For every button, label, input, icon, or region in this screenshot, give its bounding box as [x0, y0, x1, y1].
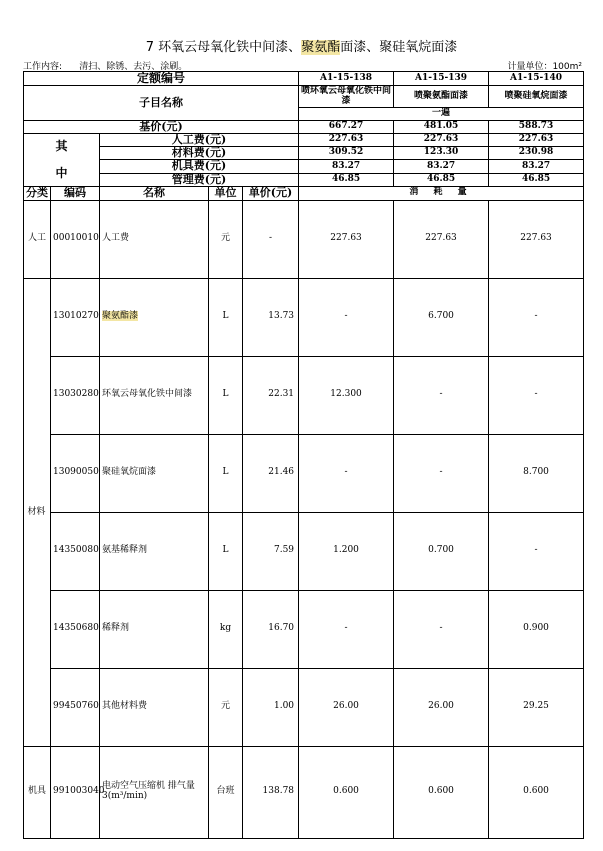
base-price: 481.05 — [394, 121, 489, 134]
col-header: 分类 — [24, 186, 51, 200]
labor-cost: 227.63 — [299, 134, 394, 147]
base-price: 588.73 — [489, 121, 584, 134]
work-content: 工作内容: 清扫、除锈、去污、涂刷。 — [23, 62, 188, 72]
col-header: 编码 — [51, 186, 100, 200]
quota-code: A1-15-138 — [299, 72, 394, 86]
highlighted-text: 聚氨酯漆 — [102, 311, 139, 322]
table-row: 机具 991003040 电动空气压缩机 排气量3(m³/min) 台班 138.78 0.600 0.600 0.600 — [24, 746, 584, 838]
labor-cost: 227.63 — [394, 134, 489, 147]
table-row: 14350680 稀释剂 kg 16.70 - - 0.900 — [24, 590, 584, 668]
labor-cost: 227.63 — [489, 134, 584, 147]
mgmt-label: 管理费(元) — [100, 173, 299, 186]
category-material-label: 材料 — [27, 507, 46, 517]
quota-code-label: 定额编号 — [24, 72, 299, 86]
page-title: 7 环氧云母氧化铁中间漆、聚氨酯面漆、聚硅氧烷面漆 — [145, 40, 458, 55]
quota-name: 喷聚氨酯面漆 — [394, 86, 489, 108]
base-price: 667.27 — [299, 121, 394, 134]
machine-cost: 83.27 — [299, 160, 394, 173]
table-row: 13090050 聚硅氧烷面漆 L 21.46 - - 8.700 — [24, 434, 584, 512]
machine-label: 机具费(元) — [100, 160, 299, 173]
consumption-header: 消 耗 量 — [299, 186, 584, 200]
material-cost: 309.52 — [299, 147, 394, 160]
mgmt-cost: 46.85 — [489, 173, 584, 186]
machine-cost: 83.27 — [489, 160, 584, 173]
mgmt-cost: 46.85 — [394, 173, 489, 186]
table-row: 13030280 环氧云母氧化铁中间漆 L 22.31 12.300 - - — [24, 356, 584, 434]
quota-name: 喷环氧云母氧化铁中间漆 — [299, 86, 394, 108]
unit-label: 计量单位：100m² — [507, 62, 582, 72]
material-cost: 123.30 — [394, 147, 489, 160]
table-row: 人工 00010010 人工费 元 - 227.63 227.63 227.63 — [24, 200, 584, 278]
base-price-label: 基价(元) — [24, 121, 299, 134]
item-name-label: 子目名称 — [24, 86, 299, 121]
quota-name: 喷聚硅氧烷面漆 — [489, 86, 584, 108]
coat-label: 一遍 — [299, 108, 584, 121]
of-which-label: 其 中 — [24, 134, 100, 186]
highlighted-text: 聚氨酯 — [301, 40, 341, 55]
machine-cost: 83.27 — [394, 160, 489, 173]
quota-table — [23, 71, 584, 839]
quota-code: A1-15-140 — [489, 72, 584, 86]
quota-code: A1-15-139 — [394, 72, 489, 86]
col-header: 名称 — [100, 186, 209, 200]
mgmt-cost: 46.85 — [299, 173, 394, 186]
material-cost: 230.98 — [489, 147, 584, 160]
col-header: 单价(元) — [243, 186, 299, 200]
table-row: 14350080 氨基稀释剂 L 7.59 1.200 0.700 - — [24, 512, 584, 590]
material-label: 材料费(元) — [100, 147, 299, 160]
labor-label: 人工费(元) — [100, 134, 299, 147]
col-header: 单位 — [209, 186, 243, 200]
table-row: 99450760 其他材料费 元 1.00 26.00 26.00 29.25 — [24, 668, 584, 746]
table-row: 13010270 聚氨酯漆 L 13.73 - 6.700 - — [24, 278, 584, 356]
